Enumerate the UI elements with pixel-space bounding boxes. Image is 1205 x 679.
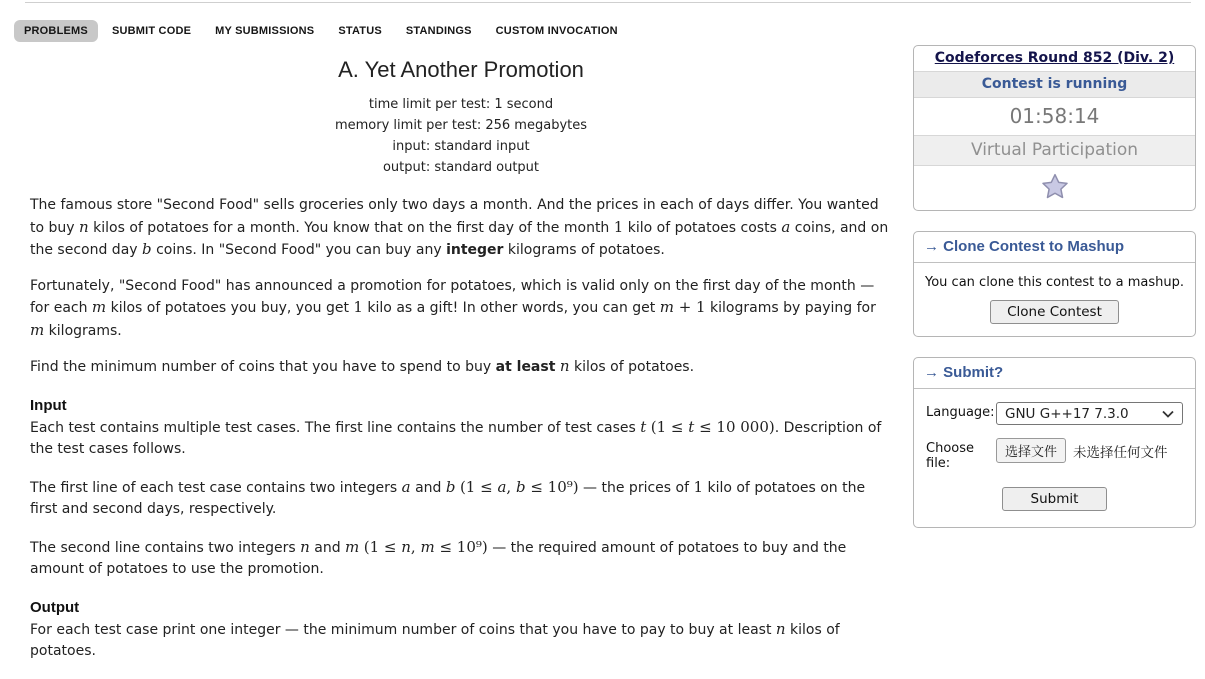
statement-paragraph: The famous store "Second Food" sells groceries only two days a month. And the prices in each of days differ. You wanted to buy n kilos of potatoes for a month. You know that on the first day of the month 1 kilo of potatoes costs a coins, and on the second day b coins. In "Second Food" you can buy any integer kilograms of potatoes.	[30, 197, 889, 258]
input-section	[30, 397, 892, 581]
submit-box-title: → Submit?	[914, 358, 1195, 389]
tab-standings[interactable]: STANDINGS	[405, 25, 472, 37]
contest-countdown: 01:58:14	[914, 98, 1195, 136]
tab-status[interactable]: STATUS	[338, 25, 382, 37]
star-icon[interactable]	[1041, 173, 1069, 200]
problem-properties	[30, 94, 892, 178]
input-heading: Input	[30, 396, 67, 414]
submit-form	[914, 389, 1195, 527]
output-spec: output: standard output	[382, 160, 540, 175]
time-limit: time limit per test: 1 second	[368, 97, 554, 112]
language-row	[926, 402, 1183, 425]
language-label: Language:	[926, 405, 995, 420]
statement-paragraph: Fortunately, "Second Food" has announced a promotion for potatoes, which is valid only on the first day of the month — for each m kilos of potatoes you buy, you get 1 kilo as a gift! In other words, you can get m + 1 kilograms by paying for m kilograms.	[30, 277, 876, 339]
choose-file-label: Choose file:	[926, 441, 974, 471]
problem-statement-panel	[30, 0, 892, 679]
submit-row	[926, 487, 1183, 511]
tab-custom-invocation[interactable]: CUSTOM INVOCATION	[495, 25, 618, 37]
output-heading: Output	[30, 598, 80, 616]
contest-status: Contest is running	[914, 72, 1195, 98]
contest-name-row	[914, 46, 1195, 72]
choose-file-button[interactable]: 选择文件	[996, 438, 1066, 463]
clone-box-body	[914, 263, 1195, 336]
tab-problems[interactable]: PROBLEMS	[14, 20, 98, 42]
submit-box	[913, 357, 1196, 528]
problem-title: A. Yet Another Promotion	[338, 57, 584, 82]
contest-name-link[interactable]: Codeforces Round 852 (Div. 2)	[934, 50, 1175, 66]
output-paragraph: For each test case print one integer — the minimum number of coins that you have to pay to buy at least n kilos of potatoes.	[30, 619, 840, 659]
input-spec: input: standard input	[392, 139, 530, 154]
input-paragraph: Each test contains multiple test cases. The first line contains the number of test cases t (1 ≤ t ≤ 10 000). Description of the test cases follows.	[30, 417, 882, 457]
language-selected-value: GNU G++17 7.3.0	[1005, 405, 1129, 422]
favorite-row	[914, 166, 1195, 210]
output-section	[30, 599, 892, 663]
clone-contest-box	[913, 231, 1196, 337]
clone-contest-button[interactable]: Clone Contest	[990, 300, 1119, 324]
file-status-text: 未选择任何文件	[1073, 444, 1168, 461]
clone-description: You can clone this contest to a mashup.	[925, 275, 1184, 290]
tab-my-submissions[interactable]: MY SUBMISSIONS	[215, 25, 315, 37]
memory-limit: memory limit per test: 256 megabytes	[334, 118, 588, 133]
file-row	[926, 438, 1183, 471]
input-paragraph: The first line of each test case contains two integers a and b (1 ≤ a, b ≤ 10⁹) — the prices of 1 kilo of potatoes on the first and second days, respectively.	[30, 477, 866, 517]
sidebar	[913, 45, 1196, 528]
clone-box-title: → Clone Contest to Mashup	[914, 232, 1195, 263]
input-paragraph: The second line contains two integers n and m (1 ≤ n, m ≤ 10⁹) — the required amount of potatoes to buy and the amount of potatoes to use the promotion.	[30, 537, 847, 577]
tab-submit-code[interactable]: SUBMIT CODE	[111, 25, 192, 37]
statement-section	[30, 195, 892, 379]
virtual-participation-label: Virtual Participation	[914, 136, 1195, 166]
contest-info-box	[913, 45, 1196, 211]
file-input	[996, 438, 1168, 463]
statement-paragraph: Find the minimum number of coins that you have to spend to buy at least n kilos of potatoes.	[30, 357, 695, 375]
chevron-down-icon	[1162, 410, 1174, 418]
submit-button[interactable]: Submit	[1002, 487, 1108, 511]
language-select[interactable]	[996, 402, 1183, 425]
